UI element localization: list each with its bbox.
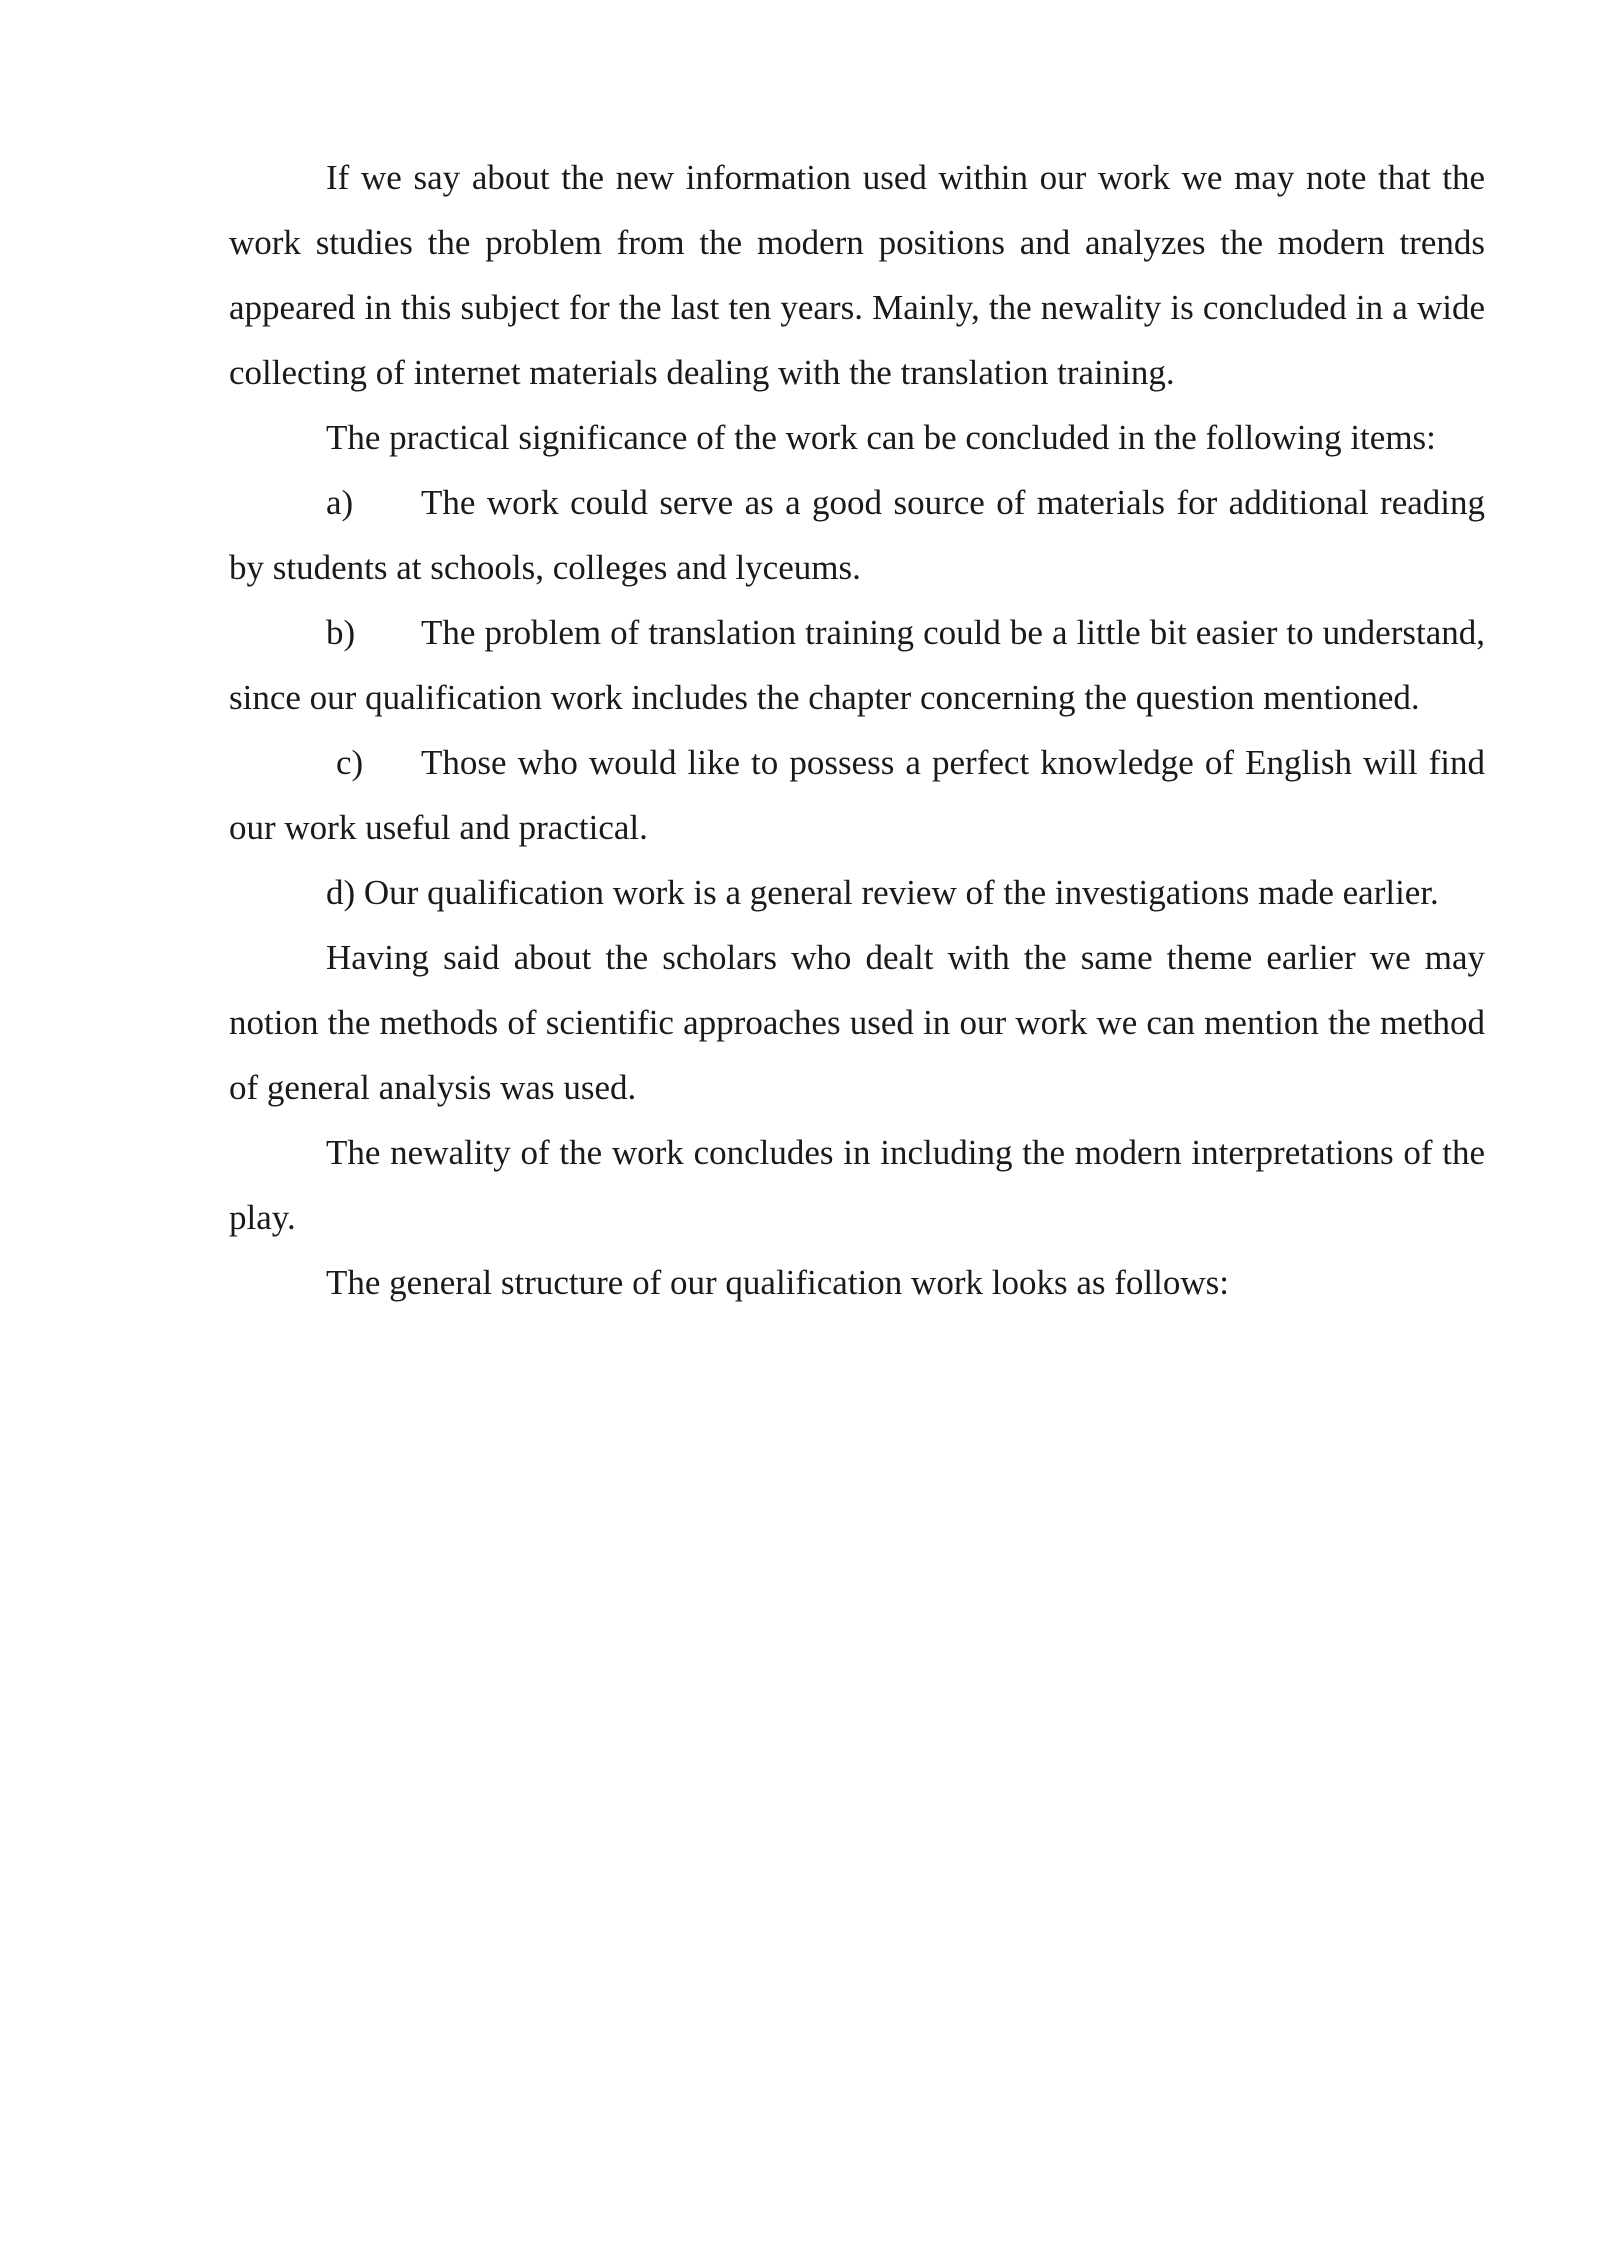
list-item-c [229, 730, 1485, 860]
list-marker-c: c) [336, 743, 364, 782]
list-text-c: Those who would like to possess a perfect knowledge of English will find our work useful and practical. [229, 743, 1485, 847]
list-item-d [229, 860, 1485, 925]
paragraph-scientific-methods: Having said about the scholars who dealt with the same theme earlier we may notion the methods of scientific approaches used in our work we can mention the method of general analysis was used. [229, 938, 1485, 1107]
list-item-a [229, 470, 1485, 600]
list-marker-d: d) [326, 873, 356, 912]
list-text-d: Our qualification work is a general review of the investigations made earlier. [363, 873, 1439, 912]
paragraph-general-structure: The general structure of our qualification work looks as follows: [326, 1263, 1229, 1302]
list-item-b [229, 600, 1485, 730]
paragraph-newality: The newality of the work concludes in including the modern interpretations of the play. [229, 1133, 1485, 1237]
list-text-a: The work could serve as a good source of materials for additional reading by students at schools, colleges and lyceums. [229, 483, 1485, 587]
document-body [229, 145, 1485, 1315]
list-marker-a: a) [326, 483, 354, 522]
paragraph-practical-significance: The practical significance of the work can be concluded in the following items: [326, 418, 1436, 457]
list-text-b: The problem of translation training could be a little bit easier to understand, since our qualification work includes the chapter concerning the question mentioned. [229, 613, 1485, 717]
paragraph-new-information: If we say about the new information used within our work we may note that the work studies the problem from the modern positions and analyzes the modern trends appeared in this subject for the last ten years. Mainly, the newality is concluded in a wide collecting of internet materials dealing with the translation training. [229, 158, 1485, 392]
list-marker-b: b) [326, 613, 356, 652]
